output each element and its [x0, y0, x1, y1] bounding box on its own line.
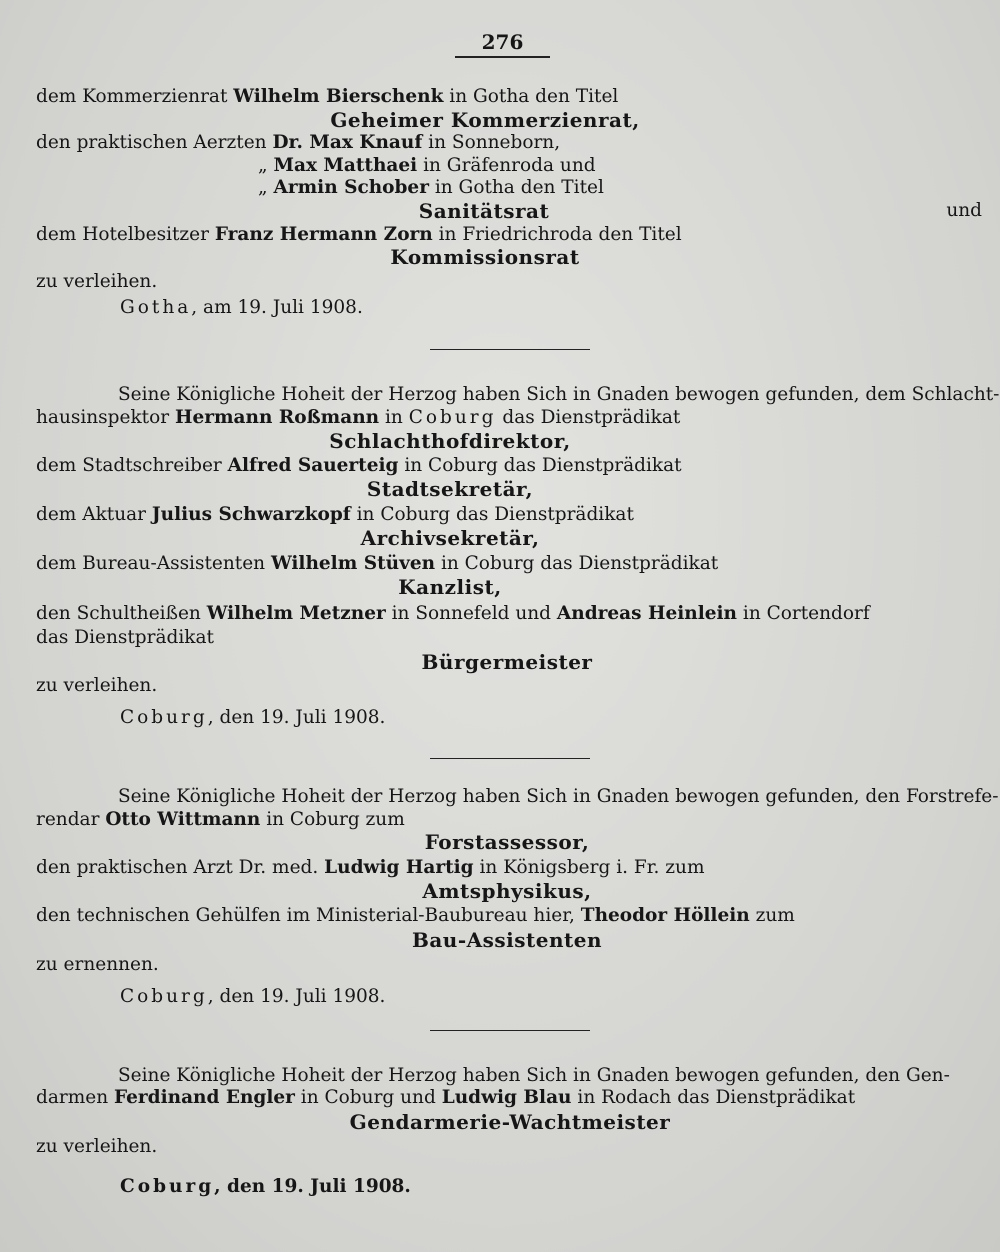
person-name: Wilhelm Bierschenk — [233, 86, 444, 107]
title-heading: Stadtsekretär, — [366, 477, 534, 501]
title-heading: Schlachthofdirektor, — [329, 429, 571, 453]
person-name: Armin Schober — [273, 177, 429, 198]
city: Gotha — [120, 297, 192, 318]
person-name: Ludwig Blau — [441, 1087, 572, 1108]
text: in Gräfenroda und — [417, 155, 596, 176]
conjunction: und — [946, 200, 982, 221]
text: in Rodach das Dienstprädikat — [571, 1087, 856, 1108]
date-line — [120, 986, 385, 1008]
text: in Cortendorf — [737, 603, 870, 624]
text-line — [36, 455, 682, 477]
text: den Schultheißen — [36, 603, 207, 624]
text-line: zu ernennen. — [36, 954, 159, 975]
text-line: Seine Königliche Hoheit der Herzog haben Sich in Gnaden bewogen gefunden, dem Schlacht- — [118, 384, 1000, 405]
person-name: Max Matthaei — [273, 155, 418, 176]
title-heading: Kommissionsrat — [390, 245, 580, 269]
text: zum — [749, 905, 795, 926]
text: den technischen Gehülfen im Ministerial-Baubureau hier, — [36, 905, 581, 926]
title-heading: Bau-Assistenten — [411, 928, 603, 952]
section-divider — [430, 758, 590, 759]
city: Coburg — [408, 407, 497, 428]
date: , den 19. Juli 1908. — [214, 1176, 411, 1197]
city: Coburg — [120, 707, 208, 728]
date-line — [120, 1176, 411, 1198]
text: den praktischen Arzt Dr. med. — [36, 857, 325, 878]
text-line — [36, 132, 560, 154]
section-divider — [430, 349, 590, 350]
text: dem Hotelbesitzer — [36, 224, 215, 245]
person-name: Otto Wittmann — [105, 809, 261, 830]
text-line — [36, 809, 405, 831]
text: in Gotha den Titel — [443, 86, 619, 107]
text-line — [36, 504, 634, 526]
person-name: Alfred Sauerteig — [227, 455, 399, 476]
text: dem Kommerzienrat — [36, 86, 234, 107]
text: den praktischen Aerzten — [36, 132, 273, 153]
text-line — [258, 155, 596, 177]
text-line — [36, 1087, 855, 1109]
text-line — [36, 224, 682, 246]
person-name: Dr. Max Knauf — [272, 132, 423, 153]
city: Coburg — [120, 1176, 215, 1197]
person-name: Ferdinand Engler — [114, 1087, 295, 1108]
text: darmen — [36, 1087, 115, 1108]
text-line: Seine Königliche Hoheit der Herzog haben Sich in Gnaden bewogen gefunden, den Gen- — [118, 1065, 950, 1086]
text: in Coburg zum — [260, 809, 405, 830]
text: in Coburg das Dienstprädikat — [435, 553, 719, 574]
ditto-mark: „ — [258, 155, 268, 176]
section-divider — [430, 1030, 590, 1031]
person-name: Theodor Höllein — [580, 905, 750, 926]
date-line — [120, 707, 385, 729]
title-heading: Bürgermeister — [421, 650, 593, 674]
ditto-mark: „ — [258, 177, 268, 198]
text: in Coburg das Dienstprädikat — [350, 504, 634, 525]
person-name: Ludwig Hartig — [324, 857, 474, 878]
person-name: Andreas Heinlein — [556, 603, 738, 624]
title-heading: Archivsekretär, — [360, 526, 540, 550]
date: , den 19. Juli 1908. — [207, 707, 386, 728]
text: in Königsberg i. Fr. zum — [473, 857, 705, 878]
text: in Coburg und — [294, 1087, 442, 1108]
text-line — [36, 603, 870, 625]
text: dem Bureau-Assistenten — [36, 553, 271, 574]
text-line — [36, 553, 718, 575]
text-line — [36, 86, 618, 108]
text-line: das Dienstprädikat — [36, 627, 214, 648]
text: dem Aktuar — [36, 504, 152, 525]
person-name: Wilhelm Metzner — [206, 603, 386, 624]
text-line — [36, 905, 795, 927]
person-name: Hermann Roßmann — [174, 407, 380, 428]
text: in — [379, 407, 409, 428]
title-heading: Amtsphysikus, — [422, 879, 592, 903]
text: in Sonneborn, — [422, 132, 561, 153]
text: das Dienstprädikat — [496, 407, 681, 428]
text: dem Stadtschreiber — [36, 455, 228, 476]
person-name: Wilhelm Stüven — [270, 553, 436, 574]
text-line — [36, 407, 680, 429]
text-line: zu verleihen. — [36, 271, 158, 292]
date-line — [120, 297, 363, 319]
person-name: Julius Schwarzkopf — [151, 504, 351, 525]
text: in Gotha den Titel — [428, 177, 604, 198]
title-heading: Forstassessor, — [424, 830, 590, 854]
title-heading: Geheimer Kommerzienrat, — [330, 108, 640, 132]
text: rendar — [36, 809, 106, 830]
text: in Friedrichroda den Titel — [432, 224, 682, 245]
text-line — [258, 177, 604, 199]
person-name: Franz Hermann Zorn — [214, 224, 433, 245]
text-line: Seine Königliche Hoheit der Herzog haben Sich in Gnaden bewogen gefunden, den Forstrefe- — [118, 786, 999, 807]
title-heading: Kanzlist, — [398, 575, 502, 599]
date: , am 19. Juli 1908. — [191, 297, 363, 318]
title-heading: Sanitätsrat — [418, 199, 550, 223]
text-line — [36, 857, 704, 879]
date: , den 19. Juli 1908. — [207, 986, 386, 1007]
page-number: 276 — [455, 30, 550, 58]
text: in Sonnefeld und — [385, 603, 557, 624]
text-line: zu verleihen. — [36, 1136, 158, 1157]
title-heading: Gendarmerie-Wachtmeister — [349, 1110, 671, 1134]
text-line: zu verleihen. — [36, 675, 158, 696]
city: Coburg — [120, 986, 208, 1007]
text: hausinspektor — [36, 407, 175, 428]
text: in Coburg das Dienstprädikat — [398, 455, 682, 476]
